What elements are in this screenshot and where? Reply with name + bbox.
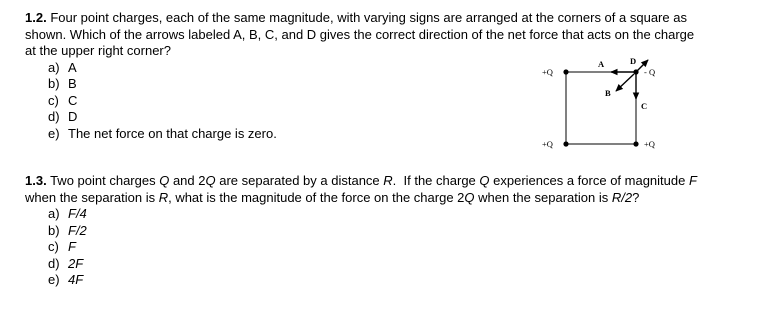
stem-text: when the separation is	[474, 189, 612, 205]
stem-text: ?	[632, 189, 640, 205]
stem-line-1: Four point charges, each of the same magnitude, with varying signs are arranged at the corners of a square as	[50, 10, 687, 25]
option-label: c)	[48, 92, 59, 108]
charge-label-top-left: +Q	[542, 67, 553, 77]
option-label: b)	[48, 76, 60, 91]
stem-line-2: shown. Which of the arrows labeled A, B, C, and D gives the correct direction of the net force that acts on the charge	[25, 26, 695, 42]
option-label: a)	[48, 59, 60, 75]
arrow-b	[616, 74, 634, 91]
option-d[interactable]	[25, 256, 745, 273]
stem-var: Q	[205, 173, 216, 188]
option-a[interactable]	[25, 206, 745, 223]
stem-text: Two point charges	[50, 173, 160, 188]
option-b[interactable]	[25, 223, 745, 240]
answer-options	[25, 206, 745, 289]
option-text: The net force on that charge is zero.	[68, 125, 277, 141]
option-label: d)	[48, 255, 60, 271]
arrow-label-c: C	[641, 101, 648, 111]
stem-text: . If the charge	[392, 173, 480, 188]
option-text: 4F	[68, 272, 84, 287]
stem-var: F	[688, 173, 697, 188]
option-label: e)	[48, 125, 60, 141]
charge-square-figure	[530, 58, 660, 158]
stem-text: are separated by a distance	[215, 173, 384, 188]
stem-var: R	[158, 189, 169, 205]
option-label: e)	[48, 272, 60, 287]
stem-var: Q	[159, 173, 170, 188]
stem-var: Q	[464, 189, 475, 205]
arrow-label-d: D	[630, 58, 637, 66]
question-1-3	[25, 173, 745, 289]
option-text: A	[68, 59, 77, 75]
charge-dot-top-left	[563, 69, 568, 74]
stem-line-3: at the upper right corner?	[25, 43, 171, 58]
stem-text: experiences a force of magnitude	[489, 173, 689, 188]
stem-text: , what is the magnitude of the force on the charge 2	[168, 189, 465, 205]
option-text: B	[68, 76, 77, 91]
option-text: D	[68, 109, 78, 124]
charge-label-top-right: - Q	[644, 67, 656, 77]
question-stem	[25, 173, 745, 206]
option-c[interactable]	[25, 239, 745, 256]
question-number: 1.3.	[25, 173, 47, 188]
charge-dot-bottom-right	[633, 141, 638, 146]
option-text: C	[68, 92, 78, 108]
option-label: c)	[48, 239, 59, 254]
option-text: F/4	[68, 206, 87, 221]
question-stem	[25, 10, 745, 60]
charge-label-bottom-right: +Q	[644, 139, 655, 149]
arrow-label-a: A	[598, 59, 605, 69]
option-text: F	[68, 239, 76, 254]
stem-text: and 2	[169, 173, 206, 188]
stem-var: Q	[479, 173, 490, 188]
option-text: 2F	[68, 255, 84, 271]
option-label: d)	[48, 109, 60, 124]
stem-text: when the separation is	[25, 189, 159, 205]
option-text: F/2	[68, 222, 87, 238]
option-e[interactable]	[25, 272, 745, 289]
charge-label-bottom-left: +Q	[542, 139, 553, 149]
stem-var: R/2	[611, 189, 633, 205]
option-label: b)	[48, 222, 60, 238]
stem-var: R	[383, 173, 393, 188]
option-label: a)	[48, 206, 60, 221]
question-number: 1.2.	[25, 10, 47, 25]
arrow-label-b: B	[605, 88, 611, 98]
charge-dot-bottom-left	[563, 141, 568, 146]
